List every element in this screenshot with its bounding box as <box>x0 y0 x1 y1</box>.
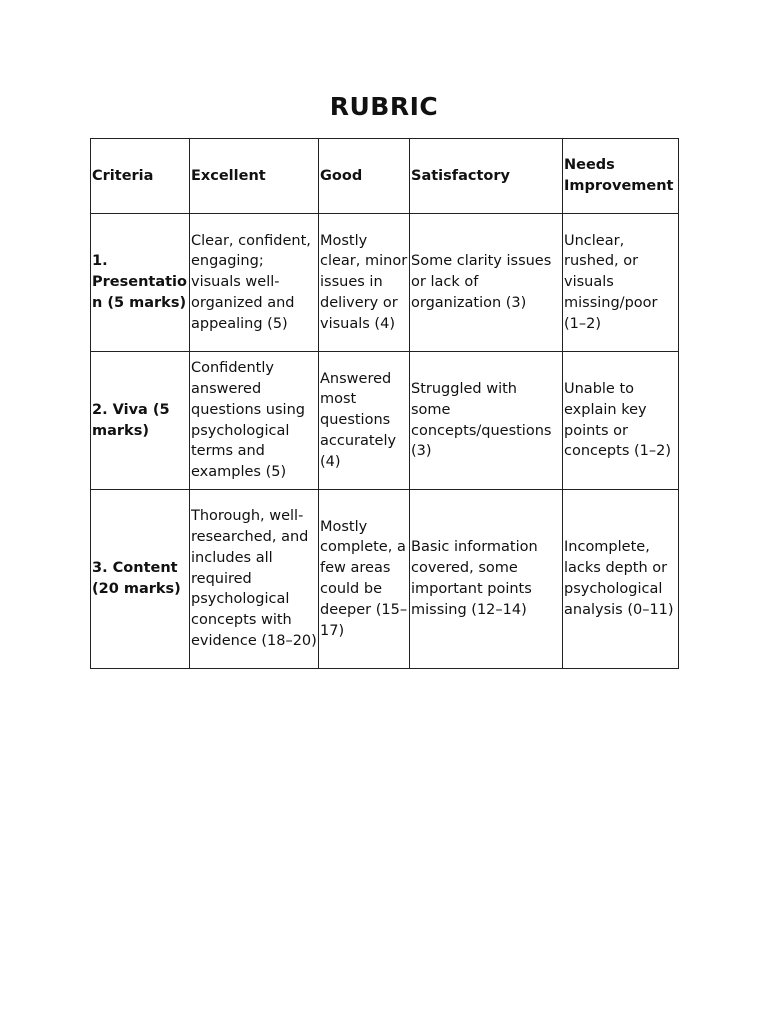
table-row <box>91 214 679 352</box>
header-criteria: Criteria <box>91 139 190 214</box>
needs-improvement-cell: Incomplete, lacks depth or psychological analysis (0–11) <box>563 490 679 669</box>
table-row <box>91 490 679 669</box>
criteria-cell: 1. Presentation (5 marks) <box>91 214 190 352</box>
satisfactory-cell: Struggled with some concepts/questions (3) <box>410 352 563 490</box>
needs-improvement-cell: Unable to explain key points or concepts (1–2) <box>563 352 679 490</box>
table-row <box>91 352 679 490</box>
header-excellent: Excellent <box>190 139 319 214</box>
needs-improvement-cell: Unclear, rushed, or visuals missing/poor (1–2) <box>563 214 679 352</box>
good-cell: Mostly complete, a few areas could be deeper (15–17) <box>319 490 410 669</box>
satisfactory-cell: Some clarity issues or lack of organization (3) <box>410 214 563 352</box>
criteria-cell: 3. Content (20 marks) <box>91 490 190 669</box>
good-cell: Answered most questions accurately (4) <box>319 352 410 490</box>
rubric-table <box>90 138 679 669</box>
excellent-cell: Thorough, well-researched, and includes all required psychological concepts with evidence (18–20) <box>190 490 319 669</box>
satisfactory-cell: Basic information covered, some important points missing (12–14) <box>410 490 563 669</box>
table-header-row <box>91 139 679 214</box>
header-satisfactory: Satisfactory <box>410 139 563 214</box>
header-good: Good <box>319 139 410 214</box>
header-needs-improvement: Needs Improvement <box>563 139 679 214</box>
good-cell: Mostly clear, minor issues in delivery or visuals (4) <box>319 214 410 352</box>
criteria-cell: 2. Viva (5 marks) <box>91 352 190 490</box>
excellent-cell: Confidently answered questions using psychological terms and examples (5) <box>190 352 319 490</box>
excellent-cell: Clear, confident, engaging; visuals well-organized and appealing (5) <box>190 214 319 352</box>
page-title: RUBRIC <box>329 92 439 121</box>
